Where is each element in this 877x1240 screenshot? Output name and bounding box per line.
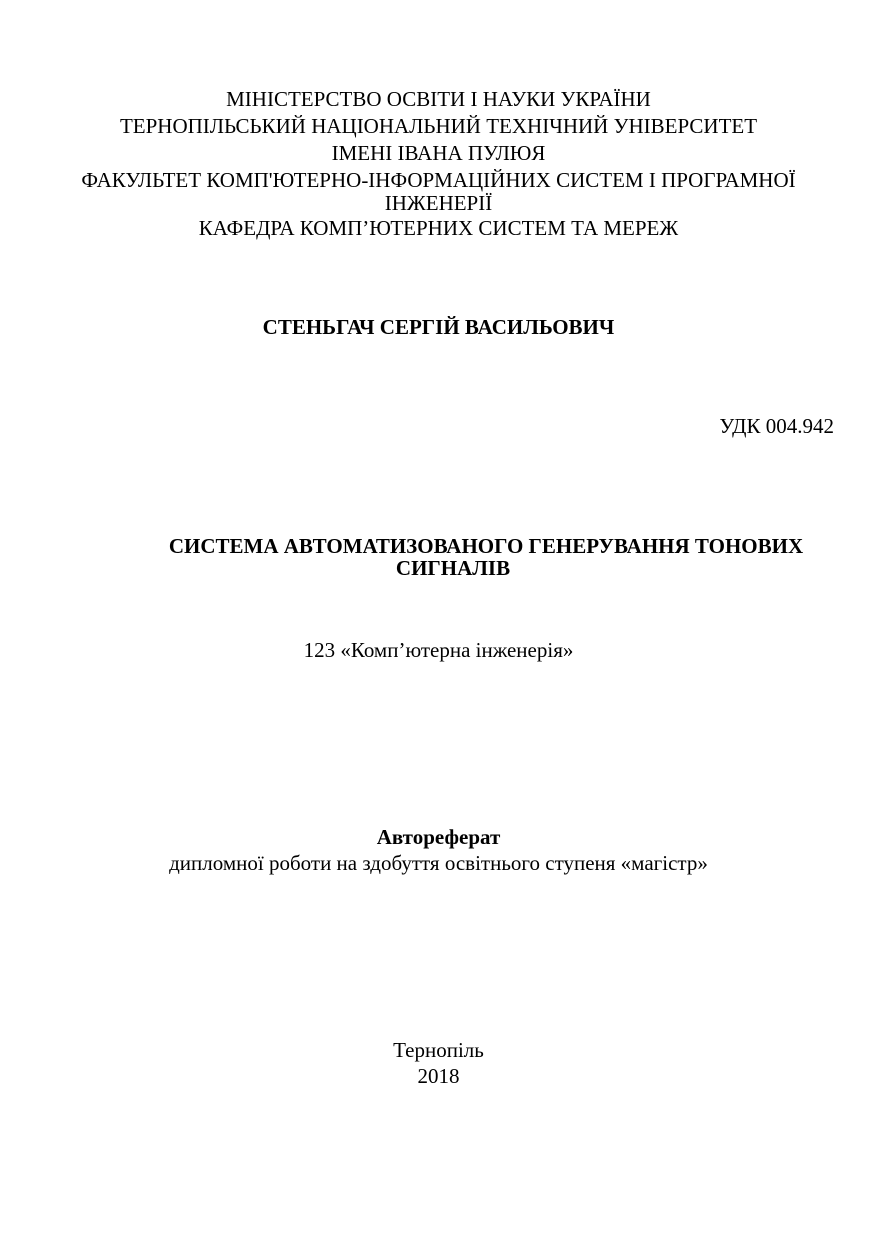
document-type-description: дипломної роботи на здобуття освітнього ступеня «магістр» (169, 851, 708, 875)
university-name-line1: ТЕРНОПІЛЬСЬКИЙ НАЦІОНАЛЬНИЙ ТЕХНІЧНИЙ УНІВЕРСИТЕТ (119, 114, 758, 138)
university-name-line2: ІМЕНІ ІВАНА ПУЛЮЯ (331, 141, 546, 165)
faculty-name-line1: ФАКУЛЬТЕТ КОМП'ЮТЕРНО-ІНФОРМАЦІЙНИХ СИСТЕМ І ПРОГРАМНОЇ (81, 168, 796, 192)
document-type-heading: Автореферат (376, 825, 501, 849)
thesis-title-line2: СИГНАЛІВ (395, 556, 511, 580)
ministry-name: МІНІСТЕРСТВО ОСВІТИ І НАУКИ УКРАЇНИ (226, 87, 651, 111)
year: 2018 (417, 1064, 460, 1088)
thesis-title-line1: СИСТЕМА АВТОМАТИЗОВАНОГО ГЕНЕРУВАННЯ ТОНОВИХ (168, 534, 804, 558)
department-name: КАФЕДРА КОМП’ЮТЕРНИХ СИСТЕМ ТА МЕРЕЖ (198, 216, 679, 240)
specialty: 123 «Комп’ютерна інженерія» (303, 638, 574, 662)
author-name: СТЕНЬГАЧ СЕРГІЙ ВАСИЛЬОВИЧ (262, 315, 615, 339)
city: Тернопіль (393, 1038, 484, 1062)
udc-code: УДК 004.942 (719, 414, 834, 438)
faculty-name-line2: ІНЖЕНЕРІЇ (384, 191, 493, 215)
